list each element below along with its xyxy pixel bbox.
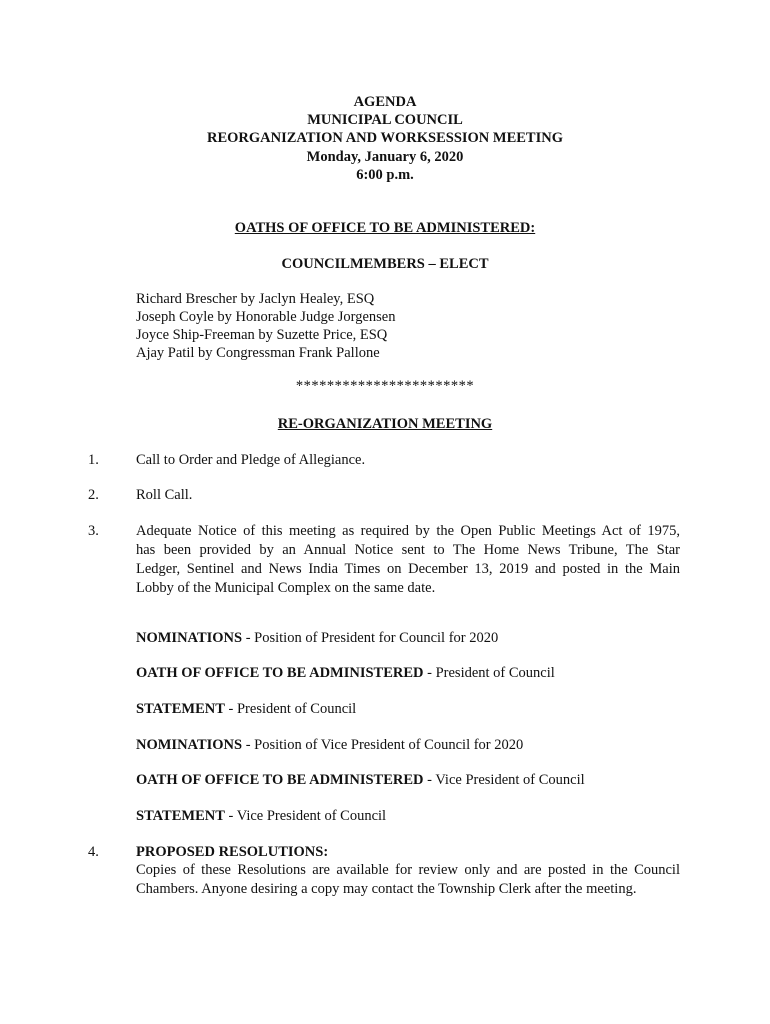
action-label: NOMINATIONS <box>136 737 243 753</box>
oath-name-1: Richard Brescher by Jaclyn Healey, ESQ <box>136 291 375 307</box>
council-title: MUNICIPAL COUNCIL <box>307 112 463 128</box>
item-4-line-2: Chambers. Anyone desiring a copy may contact the Township Clerk after the meeting. <box>136 881 637 897</box>
item-4-number: 4. <box>88 844 99 860</box>
action-nominations-vice-president <box>136 736 523 755</box>
action-statement-vice-president <box>136 807 386 826</box>
councilmembers-elect-heading: COUNCILMEMBERS – ELECT <box>281 256 489 272</box>
meeting-title: REORGANIZATION AND WORKSESSION MEETING <box>207 130 563 146</box>
action-detail: - Position of President for Council for 2020 <box>242 630 499 646</box>
item-4-title: PROPOSED RESOLUTIONS: <box>136 844 329 860</box>
item-3-line-2: has been provided by an Annual Notice sent to The Home News Tribune, The Star <box>136 542 680 558</box>
oath-name-3: Joyce Ship-Freeman by Suzette Price, ESQ <box>136 327 388 343</box>
item-3-line-3: Ledger, Sentinel and News India Times on December 13, 2019 and posted in the Main <box>136 561 680 577</box>
item-4-line-1: Copies of these Resolutions are available for review only and are posted in the Council <box>136 862 680 878</box>
item-3-paragraph <box>136 522 680 598</box>
action-detail: - Vice President of Council <box>224 808 387 824</box>
action-label: STATEMENT <box>136 701 225 717</box>
oath-name-4: Ajay Patil by Congressman Frank Pallone <box>136 345 380 361</box>
separator-stars: *********************** <box>295 378 475 394</box>
action-label: NOMINATIONS <box>136 630 243 646</box>
item-2-text: Roll Call. <box>136 487 193 503</box>
item-2-number: 2. <box>88 487 99 503</box>
action-statement-president <box>136 700 356 719</box>
action-oath-vice-president <box>136 771 585 790</box>
oaths-heading: OATHS OF OFFICE TO BE ADMINISTERED: <box>234 220 536 236</box>
action-oath-president <box>136 664 555 683</box>
action-label: STATEMENT <box>136 808 225 824</box>
item-1-number: 1. <box>88 452 99 468</box>
item-3-number: 3. <box>88 523 99 539</box>
action-detail: - President of Council <box>423 665 555 681</box>
reorg-heading: RE-ORGANIZATION MEETING <box>277 416 493 432</box>
action-detail: - Position of Vice President of Council for 2020 <box>242 737 524 753</box>
meeting-time: 6:00 p.m. <box>356 167 414 183</box>
item-3-line-4: Lobby of the Municipal Complex on the same date. <box>136 580 436 596</box>
item-4-paragraph <box>136 861 680 899</box>
meeting-date: Monday, January 6, 2020 <box>306 149 464 165</box>
action-detail: - President of Council <box>224 701 357 717</box>
item-3-line-1: Adequate Notice of this meeting as required by the Open Public Meetings Act of 1975, <box>136 523 680 539</box>
action-nominations-president <box>136 629 498 648</box>
action-label: OATH OF OFFICE TO BE ADMINISTERED <box>136 665 424 681</box>
item-1-text: Call to Order and Pledge of Allegiance. <box>136 452 366 468</box>
action-detail: - Vice President of Council <box>423 772 585 788</box>
action-label: OATH OF OFFICE TO BE ADMINISTERED <box>136 772 424 788</box>
agenda-title: AGENDA <box>353 94 417 110</box>
oath-name-2: Joseph Coyle by Honorable Judge Jorgensen <box>136 309 396 325</box>
